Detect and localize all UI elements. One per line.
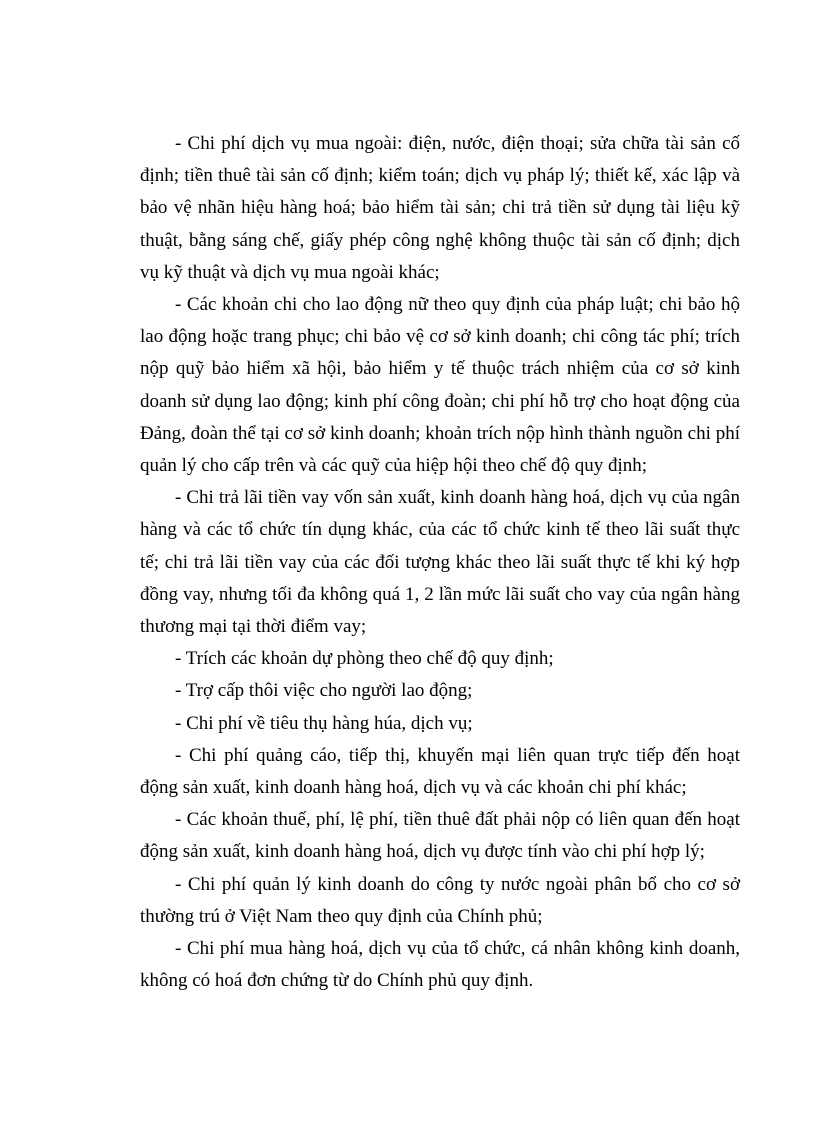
paragraph-outsourced-services: - Chi phí dịch vụ mua ngoài: điện, nước, điện thoại; sửa chữa tài sản cố định; tiền thuê tài sản cố định; kiểm toán; dịch vụ pháp lý; thiết kế, xác lập và bảo vệ nhãn hiệu hàng hoá; bảo hiểm tài sản; chi trả tiền sử dụng tài liệu kỹ thuật, bằng sáng chế, giấy phép công nghệ không thuộc tài sản cố định; dịch vụ kỹ thuật và dịch vụ mua ngoài khác; [140, 133, 740, 283]
paragraph-labor-expenses: - Các khoản chi cho lao động nữ theo quy định của pháp luật; chi bảo hộ lao động hoặc trang phục; chi bảo vệ cơ sở kinh doanh; chi công tác phí; trích nộp quỹ bảo hiểm xã hội, bảo hiểm y tế thuộc trách nhiệm của cơ sở kinh doanh sử dụng lao động; kinh phí công đoàn; chi phí hỗ trợ cho hoạt động của Đảng, đoàn thể tại cơ sở kinh doanh; khoản trích nộp hình thành nguồn chi phí quản lý cho cấp trên và các quỹ của hiệp hội theo chế độ quy định; [140, 294, 740, 477]
paragraph-management-allocation: - Chi phí quản lý kinh doanh do công ty nước ngoài phân bổ cho cơ sở thường trú ở Việt Nam theo quy định của Chính phủ; [140, 873, 740, 927]
paragraph-sales-costs: - Chi phí về tiêu thụ hàng húa, dịch vụ; [175, 712, 473, 734]
paragraph-taxes-fees: - Các khoản thuế, phí, lệ phí, tiền thuê đất phải nộp có liên quan đến hoạt động sản xuất, kinh doanh hàng hoá, dịch vụ được tính vào chi phí hợp lý; [140, 809, 740, 863]
document-body [140, 128, 740, 997]
paragraph-provisions: - Trích các khoản dự phòng theo chế độ quy định; [175, 648, 554, 670]
paragraph-severance: - Trợ cấp thôi việc cho người lao động; [175, 680, 473, 702]
paragraph-loan-interest: - Chi trả lãi tiền vay vốn sản xuất, kinh doanh hàng hoá, dịch vụ của ngân hàng và các tổ chức tín dụng khác, của các tổ chức kinh tế theo lãi suất thực tế; chi trả lãi tiền vay của các đối tượng khác theo lãi suất thực tế khi ký hợp đồng vay, nhưng tối đa không quá 1, 2 lần mức lãi suất cho vay của ngân hàng thương mại tại thời điểm vay; [140, 487, 740, 638]
paragraph-advertising: - Chi phí quảng cáo, tiếp thị, khuyến mại liên quan trực tiếp đến hoạt động sản xuất, kinh doanh hàng hoá, dịch vụ và các khoản chi phí khác; [140, 744, 740, 799]
paragraph-purchases-no-invoice: - Chi phí mua hàng hoá, dịch vụ của tổ chức, cá nhân không kinh doanh, không có hoá đơn chứng từ do Chính phủ quy định. [140, 938, 740, 992]
